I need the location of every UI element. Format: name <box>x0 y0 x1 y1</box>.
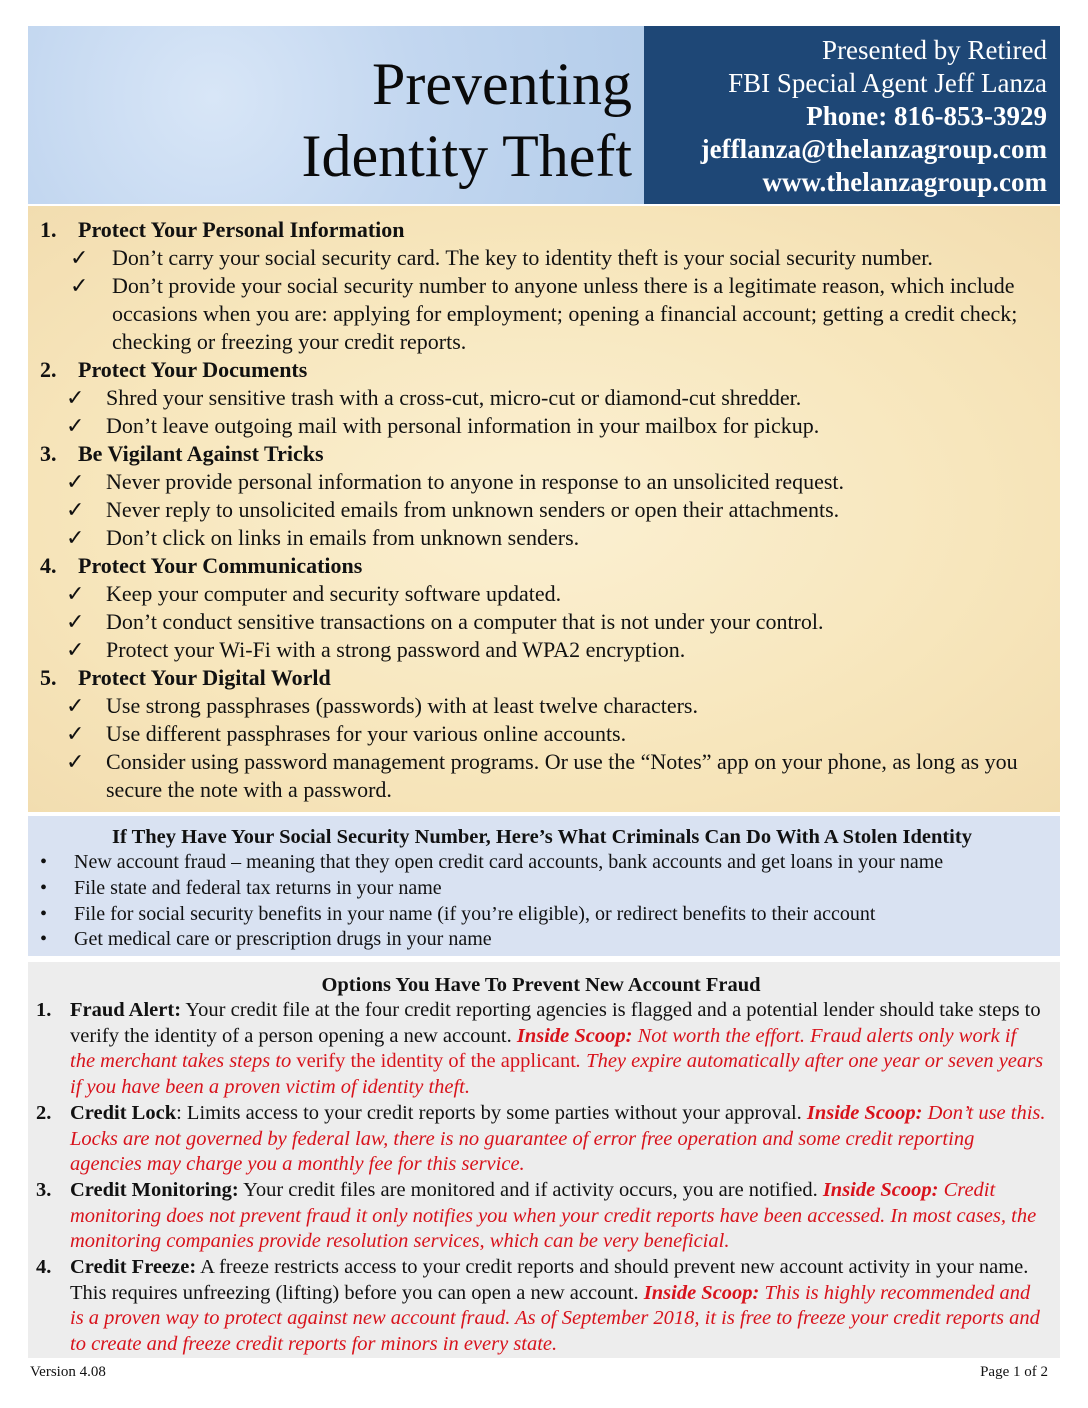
website-link[interactable]: www.thelanzagroup.com <box>762 167 1047 197</box>
section-title: If They Have Your Social Security Number, Here’s What Criminals Can Do With A Stolen Identity <box>112 826 972 848</box>
list-item-text: Consider using password management programs. Or use the “Notes” app on your phone, as long as you secure the note with a password. <box>106 749 1018 802</box>
list-item <box>40 272 1046 356</box>
tip-number: 5. <box>40 665 57 690</box>
list-item-text: New account fraud – meaning that they open credit card accounts, bank accounts and get loans in your name <box>74 851 944 873</box>
presenter-line-1: Presented by Retired <box>822 35 1047 65</box>
list-item-text: Never provide personal information to anyone in response to an unsolicited request. <box>106 469 845 494</box>
bullet-icon: • <box>40 902 48 925</box>
option-item-credit-freeze <box>36 1255 1046 1358</box>
presenter-panel <box>644 26 1060 204</box>
list-item <box>40 720 1046 748</box>
list-item-text: Don’t leave outgoing mail with personal information in your mailbox for pickup. <box>106 413 820 438</box>
list-item <box>40 244 1046 272</box>
bullet-icon: • <box>40 876 48 899</box>
list-item-text: Never reply to unsolicited emails from unknown senders or open their attachments. <box>106 497 840 522</box>
list-item <box>40 384 1046 412</box>
list-item-text: Shred your sensitive trash with a cross-cut, micro-cut or diamond-cut shredder. <box>106 385 802 410</box>
option-description: Your credit file at the four credit reporting agencies is flagged and a potential lender should take steps to verify the identity of a person opening a new account. <box>70 999 1041 1047</box>
option-description: Your credit files are monitored and if activity occurs, you are notified. <box>238 1178 823 1201</box>
list-item-text: Keep your computer and security software updated. <box>106 581 562 606</box>
option-number: 2. <box>36 1101 52 1124</box>
tip-heading <box>40 440 1046 468</box>
phone-number: Phone: 816-853-3929 <box>806 101 1047 131</box>
list-item <box>40 580 1046 608</box>
email-address[interactable]: jefflanza@thelanzagroup.com <box>700 134 1047 164</box>
list-item <box>38 927 1046 953</box>
tip-group <box>40 356 1046 440</box>
option-number: 3. <box>36 1178 52 1201</box>
option-label: Credit Lock <box>70 1101 177 1124</box>
tip-heading-text: Protect Your Personal Information <box>78 217 405 242</box>
list-item-text: Don’t click on links in emails from unknown senders. <box>106 525 580 550</box>
list-item <box>40 692 1046 720</box>
tip-number: 1. <box>40 217 57 242</box>
checkmark-icon: ✓ <box>66 385 85 410</box>
inside-scoop-text: This is highly recommended and is a proven way to protect against new account fraud. As of September 2018, it is free to freeze your credit reports and to create and freeze credit reports for minors in every state. <box>70 1281 1040 1356</box>
option-item-fraud-alert <box>36 998 1046 1101</box>
tip-group <box>40 440 1046 552</box>
presenter-line-2: FBI Special Agent Jeff Lanza <box>728 68 1047 98</box>
option-number: 1. <box>36 999 52 1021</box>
tip-heading-text: Protect Your Communications <box>78 553 363 578</box>
prevention-tips-section <box>28 206 1060 812</box>
checkmark-icon: ✓ <box>66 749 85 774</box>
title-line-2: Identity Theft <box>301 123 632 189</box>
checkmark-icon: ✓ <box>66 693 85 718</box>
inside-scoop-label: Inside Scoop: <box>643 1281 760 1304</box>
check-list <box>40 692 1046 804</box>
list-item <box>38 876 1046 902</box>
checkmark-icon: ✓ <box>70 273 89 298</box>
inside-scoop-text: . They expire automatically after one year or seven years if you have been a proven victim of identity theft. <box>70 1050 1044 1099</box>
list-item <box>40 468 1046 496</box>
list-item <box>38 902 1046 928</box>
option-description: A freeze restricts access to your credit reports and should prevent new account activity in your name. This requires unfreezing (lifting) before you can open a new account. <box>70 1256 1029 1304</box>
list-item <box>38 850 1046 876</box>
list-item <box>40 636 1046 664</box>
option-description: : Limits access to your credit reports by some parties without your approval. <box>176 1101 807 1124</box>
option-text <box>70 998 1046 1101</box>
tip-group <box>40 664 1046 804</box>
checkmark-icon: ✓ <box>66 637 85 662</box>
inside-scoop-text: verify the identity of the applicant <box>291 1050 576 1073</box>
checkmark-icon: ✓ <box>66 525 85 550</box>
list-item <box>40 524 1046 552</box>
option-text <box>70 1255 1046 1358</box>
list-item <box>40 608 1046 636</box>
option-label: Fraud Alert: <box>70 999 182 1021</box>
tip-heading-text: Be Vigilant Against Tricks <box>78 441 324 466</box>
check-list <box>40 580 1046 664</box>
option-label: Credit Freeze: <box>70 1256 197 1279</box>
list-item-text: Get medical care or prescription drugs in your name <box>74 928 492 951</box>
inside-scoop-label: Inside Scoop: <box>822 1178 939 1201</box>
tip-group <box>40 216 1046 356</box>
option-text <box>70 1101 1046 1178</box>
option-label: Credit Monitoring: <box>70 1178 239 1201</box>
bullet-icon: • <box>40 928 48 951</box>
tip-number: 4. <box>40 553 57 578</box>
page-number: Page 1 of 2 <box>980 1364 1048 1380</box>
fraud-options-section <box>28 962 1060 1358</box>
tip-heading-text: Protect Your Documents <box>78 357 308 382</box>
tip-heading <box>40 216 1046 244</box>
check-list <box>40 244 1046 356</box>
inside-scoop-text: Don’t use this. Locks are not governed by federal law, there is no guarantee of error free operation and some credit reporting agencies may charge you a monthly fee for this service. <box>70 1101 1046 1176</box>
section-title: Options You Have To Prevent New Account Fraud <box>321 974 761 996</box>
list-item-text: Use strong passphrases (passwords) with at least twelve characters. <box>106 693 698 718</box>
checkmark-icon: ✓ <box>66 469 85 494</box>
inside-scoop-label: Inside Scoop: <box>806 1101 923 1124</box>
tip-number: 3. <box>40 441 57 466</box>
inside-scoop-label: Inside Scoop: <box>516 1024 633 1047</box>
option-text <box>70 1178 1046 1255</box>
inside-scoop-text: Credit monitoring does not prevent fraud it only notifies you when your credit reports have been accessed. In most cases, the monitoring companies provide resolution services, which can be very beneficial. <box>70 1178 1037 1253</box>
list-item-text: Use different passphrases for your various online accounts. <box>106 721 627 746</box>
check-list <box>40 468 1046 552</box>
list-item-text: Don’t conduct sensitive transactions on a computer that is not under your control. <box>106 609 824 634</box>
list-item <box>40 748 1046 804</box>
list-item-text: File state and federal tax returns in your name <box>74 876 442 899</box>
list-item <box>40 496 1046 524</box>
tip-heading-text: Protect Your Digital World <box>78 665 331 690</box>
tip-heading <box>40 356 1046 384</box>
header-title-panel <box>28 26 644 204</box>
bullet-icon: • <box>40 851 48 873</box>
page-title <box>302 48 632 192</box>
stolen-identity-section <box>28 816 1060 956</box>
option-item-credit-monitoring <box>36 1178 1046 1255</box>
tip-heading <box>40 552 1046 580</box>
check-list <box>40 384 1046 440</box>
list-item <box>40 412 1046 440</box>
version-label: Version 4.08 <box>30 1364 106 1380</box>
tip-number: 2. <box>40 357 57 382</box>
tip-heading <box>40 664 1046 692</box>
list-item-text: File for social security benefits in your name (if you’re eligible), or redirect benefits to their account <box>74 902 876 925</box>
option-number: 4. <box>36 1256 52 1279</box>
list-item-text: Don’t carry your social security card. The key to identity theft is your social security number. <box>112 245 933 270</box>
checkmark-icon: ✓ <box>70 245 89 270</box>
checkmark-icon: ✓ <box>66 581 85 606</box>
checkmark-icon: ✓ <box>66 413 85 438</box>
checkmark-icon: ✓ <box>66 497 85 522</box>
inside-scoop-text: Not worth the effort. Fraud alerts only work if the merchant takes steps to <box>70 1024 1017 1073</box>
option-item-credit-lock <box>36 1101 1046 1178</box>
tip-group <box>40 552 1046 664</box>
list-item-text: Don’t provide your social security number to anyone unless there is a legitimate reason, which include occasions when you are: applying for employment; opening a financial account; getting a credit check; checking or freezing your credit reports. <box>112 273 1018 354</box>
checkmark-icon: ✓ <box>66 609 85 634</box>
checkmark-icon: ✓ <box>66 721 85 746</box>
title-line-1: Preventing <box>372 51 632 117</box>
list-item-text: Protect your Wi-Fi with a strong password and WPA2 encryption. <box>106 637 686 662</box>
